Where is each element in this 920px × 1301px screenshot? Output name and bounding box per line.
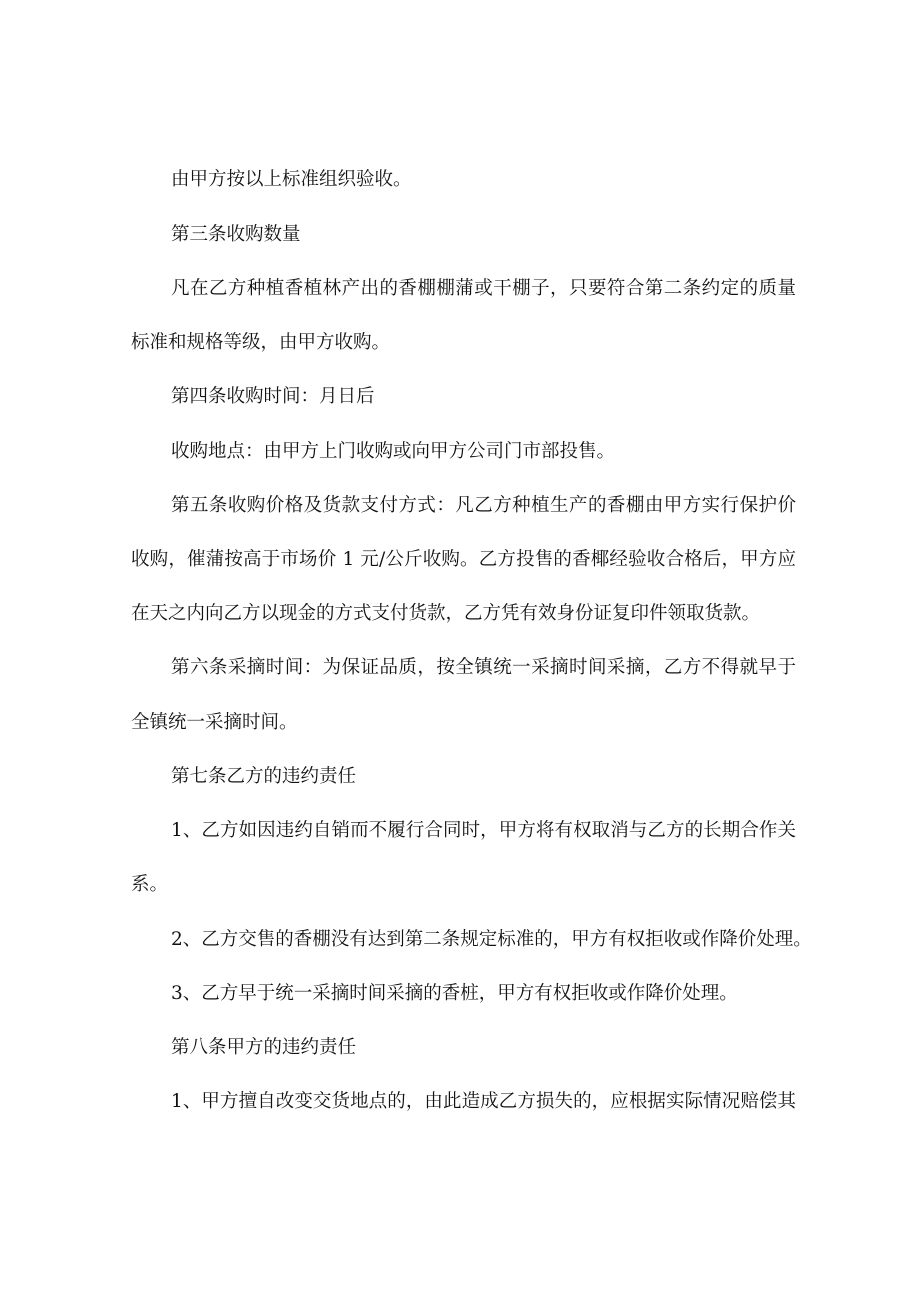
list-item: 1、甲方擅自改变交货地点的，由此造成乙方损失的，应根据实际情况赔偿其 — [171, 1091, 796, 1112]
text-line: 凡在乙方种植香植林产出的香棚棚蒲或干棚子，只要符合第二条约定的质量 — [171, 278, 796, 299]
text-line: 收购地点：由甲方上门收购或向甲方公司门市部投售。 — [171, 441, 616, 462]
list-item: 2、乙方交售的香棚没有达到第二条规定标准的，甲方有权拒收或作降价处理。 — [171, 929, 812, 950]
list-item: 3、乙方早于统一采摘时间采摘的香桩，甲方有权拒收或作降价处理。 — [171, 983, 738, 1004]
text-line: 标准和规格等级，由甲方收购。 — [131, 332, 391, 353]
section-heading: 第八条甲方的违约责任 — [171, 1037, 357, 1058]
text-line: 收购，催蒲按高于市场价 1 元/公斤收购。乙方投售的香椰经验收合格后，甲方应 — [131, 549, 796, 570]
text-line: 系。 — [131, 874, 169, 895]
list-item: 1、乙方如因违约自销而不履行合同时，甲方将有权取消与乙方的长期合作关 — [171, 820, 796, 841]
text-line: 全镇统一采摘时间。 — [131, 712, 298, 733]
text-line: 由甲方按以上标准组织验收。 — [171, 169, 412, 190]
text-line: 在天之内向乙方以现金的方式支付货款，乙方凭有效身份证复印件领取货款。 — [131, 603, 761, 624]
section-heading: 第三条收购数量 — [171, 224, 301, 245]
section-heading: 第四条收购时间：月日后 — [171, 386, 375, 407]
section-heading: 第七条乙方的违约责任 — [171, 766, 357, 787]
section-heading: 第五条收购价格及货款支付方式：凡乙方种植生产的香棚由甲方实行保护价 — [171, 495, 796, 516]
section-heading: 第六条采摘时间：为保证品质，按全镇统一采摘时间采摘，乙方不得就早于 — [171, 657, 796, 678]
